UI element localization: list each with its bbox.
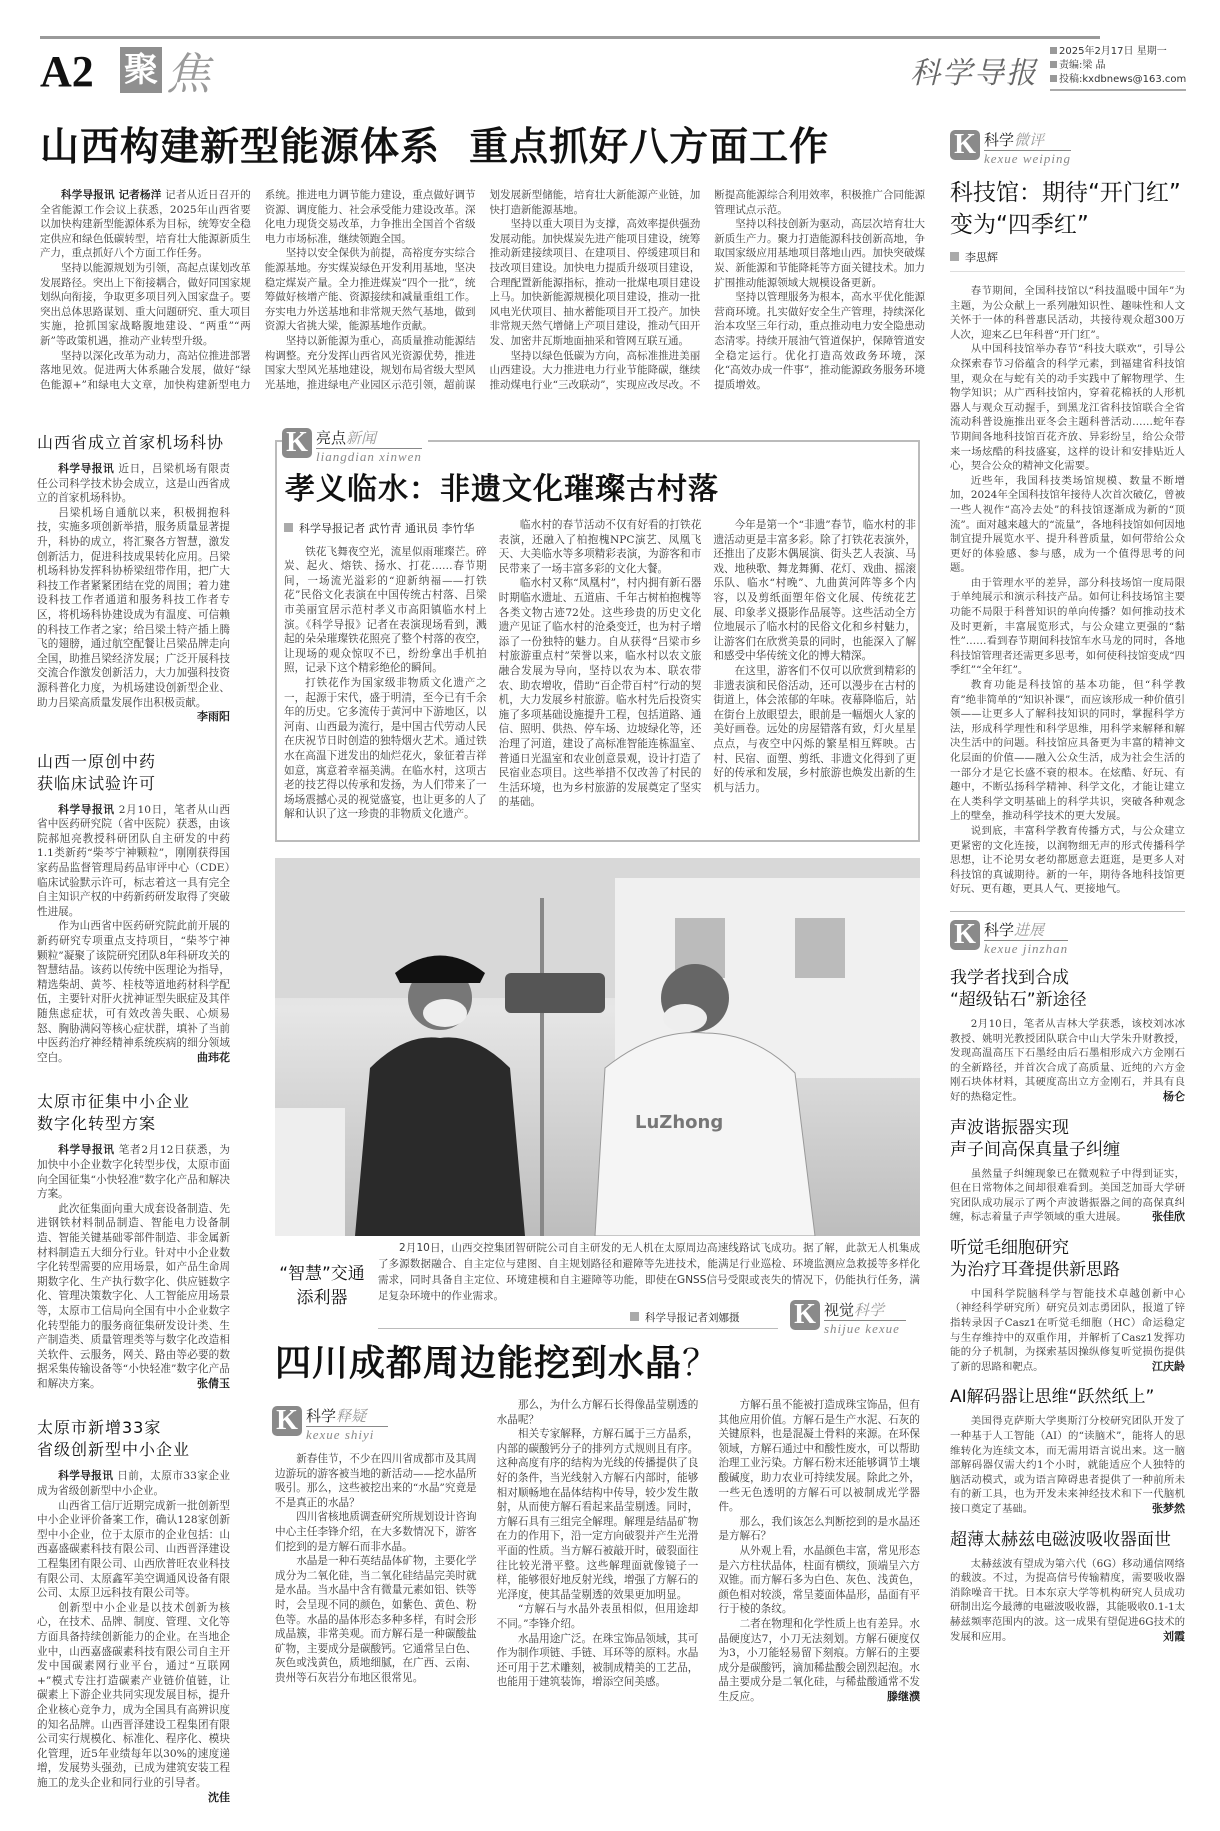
paragraph xyxy=(490,217,701,348)
paragraph xyxy=(37,506,230,725)
photo-credit: 科学导报记者刘娜摄 xyxy=(630,1310,740,1325)
paragraph-text: 2月10日，笔者从吉林大学获悉，该校刘冰冰教授、姚明光教授团队联合中山大学朱升财教授，发现高温高压下石墨经由后石墨相形成六方金刚石的全新路径，并首次合成了高质量、近纯的六方金刚石块体材料，其硬度高出立方金刚石，并具有良好的热稳定性。 xyxy=(950,1017,1185,1103)
badge-label-a: 亮点 xyxy=(316,429,347,447)
paragraph-text: 临水村的春节活动不仅有好看的打铁花表演，还融入了柏抱槐NPC演艺、凤凰飞天、大美临水等多项精彩表演，为游客和市民带来了一场丰富多彩的文化大餐。 xyxy=(498,519,702,575)
paragraph-text: 太赫兹波有望成为第六代（6G）移动通信网络的载波。不过，为提高信号传输精度，需要吸收器消除噪音干扰。日本东京大学等机构研究人员成功研制出迄今最薄的电磁波吸收器，其能吸收0.1-1太赫兹频率范围内的波。这一成果有望促进6G技术的发展和应用。 xyxy=(950,1557,1185,1643)
paragraph xyxy=(499,576,702,810)
crystal-headline-text: 四川成都周边能挖到水晶 xyxy=(275,1343,683,1384)
badge-pinyin: shijue kexue xyxy=(824,1321,900,1336)
progress-brief-body xyxy=(950,1414,1185,1516)
paragraph xyxy=(37,1499,230,1601)
photo-window xyxy=(795,918,845,978)
issue-editor: 责编:梁 晶 xyxy=(1050,59,1186,73)
article-author: 张佳欣 xyxy=(1152,1210,1185,1224)
progress-briefs xyxy=(950,967,1185,1644)
photo-title: “智慧”交通 添利器 xyxy=(279,1264,365,1308)
article-author: 曲玮花 xyxy=(197,1050,230,1064)
paragraph xyxy=(497,1398,699,1427)
k-logo-icon: K xyxy=(950,130,980,160)
paragraph-text: 水晶用途广泛。在珠宝饰品领域，其可作为制作项链、手链、耳环等的原料。水晶还可用于艺术雕刻，被制成精美的工艺品，也能用于建筑装饰，增添空间美感。 xyxy=(496,1632,699,1689)
article-author: 李雨阳 xyxy=(197,710,230,724)
feature-body xyxy=(284,518,916,838)
paragraph-text: 坚持以新能源为重心，高质量推动能源结构调整。充分发挥山西省风光资源优势，推进国家大型风光基地建设，规划布局省级大型风光基地，推进绿电产业园区示范引领，超前谋划发展新型储能，培育壮大新能源产业链，加快打造新能源基地。 xyxy=(264,189,701,391)
paragraph-text: 水晶是一种石英结晶体矿物，主要化学成分为二氧化硅，当二氧化硅结晶完美时就是水晶。当水晶中含有微量元素如铝、铁等时，会呈现不同的颜色，如紫色、黄色、粉色等。水晶的晶体形态多种多样，有时会形成晶簇，非常美观。而方解石是一种碳酸盐矿物，主要成分是碳酸钙。它通常呈白色、灰色或浅黄色，质地细腻，在广西、云南、贵州等石灰岩分布地区很常见。 xyxy=(275,1555,477,1684)
brief-article xyxy=(37,1417,230,1805)
badge-label-b: 微评 xyxy=(1014,131,1045,149)
article-author: 张倩玉 xyxy=(197,1376,230,1390)
paragraph-text: 今年是第一个“非遗”春节，临水村的非遗活动更是丰富多彩。除了打铁花表演外，还推出了皮影木偶展演、街头艺人表演、马戏、地秧歌、舞龙舞狮、花灯、戏曲、摇滚乐队、临水“村晚”、九曲黄河阵等多个内容，以及剪纸面塑年俗文化展、传统花艺展、印象孝义摄影作品展等。这些活动全方位地展示了临水村的民俗文化和乡村魅力，让游客们在欣赏美景的同时，也能深入了解和感受中华传统文化的博大精深。 xyxy=(713,519,916,663)
photo-worker-mask xyxy=(663,1004,707,1032)
paragraph-text: 中国科学院脑科学与智能技术卓越创新中心（神经科学研究所）研究员刘志勇团队，报道了锌指转录因子Casz1在听觉毛细胞（HC）命运稳定与生存维持中的双重作用，并解析了Casz1发挥功能的分子机制，为探索基因操纵修复听觉损伤提供了新的思路和靶点。 xyxy=(950,1287,1185,1373)
badge-label-b: 释疑 xyxy=(336,1407,367,1425)
badge-label xyxy=(984,920,1068,941)
paragraph xyxy=(950,1017,1185,1105)
paragraph-text: 相关专家解释，方解石属于三方晶系，内部的碳酸钙分子的排列方式规则且有序。这种高度有序的结构为光线的传播提供了良好的条件，当光线射入方解石内部时，能够相对顺畅地在晶体结构中传导，较少发生散射，从而使方解石看起来晶莹剔透。同时，方解石具有三组完全解理。解理是结晶矿物在力的作用下，沿一定方向破裂并产生光滑平面的性质。当方解石被敲开时，破裂面往往比较光滑平整。这些解理面就像镜子一样，能够很好地反射光线，增强了方解石的光泽度，使其晶莹剔透的效果更加明显。 xyxy=(496,1428,699,1601)
badge-pinyin: kexue shiyi xyxy=(306,1427,375,1442)
badge-label-a: 科学 xyxy=(984,920,1015,939)
page-number: A2 xyxy=(40,47,94,96)
paragraph xyxy=(497,1427,699,1602)
photo-drone xyxy=(505,973,605,1013)
paragraph xyxy=(713,664,916,795)
paragraph-text: 近日，吕梁机场有限责任公司科学技术协会成立，这是山西省成立的首家机场科协。 xyxy=(37,463,231,505)
badge-label-a: 科学 xyxy=(984,131,1015,149)
article-author: 江庆龄 xyxy=(1152,1359,1185,1373)
brief-headline: 太原市新增33家 省级创新型中小企业 xyxy=(37,1418,191,1460)
paragraph-text: 山西省工信厅近期完成新一批创新型中小企业评价备案工作，确认128家创新型中小企业，位于太原市的企业包括：山西嘉盛碳素科技有限公司、山西晋泽建设工程集团有限公司、山西欣普旺农业科技有限公司、太原鑫军美空调通风设备有限公司、太原卫远科技有限公司等。 xyxy=(37,1499,230,1600)
brief-headline: 太原市征集中小企业 数字化转型方案 xyxy=(37,1092,191,1134)
masthead-logo: 科学导报 xyxy=(910,56,1038,91)
section-badge-jinzhan xyxy=(950,920,1185,957)
brief-body xyxy=(37,1469,230,1805)
progress-brief xyxy=(950,1237,1185,1375)
right-column xyxy=(950,130,1185,1644)
photo-mask xyxy=(423,999,467,1027)
paragraph-text: 打铁花作为国家级非物质文化遗产之一，起源于宋代，盛于明清，至今已有千余年的历史。它多流传于黄河中下游地区，以河南、山西最为流行，是中国古代劳动人民在庆祝节日时创造的独特烟火艺术。通过铁水在高温下迸发出的灿烂花火，象征着吉祥如意，寓意着幸福美满。在临水村，这项古老的技艺得以传承和发扬，为人们带来了一场场震撼心灵的视觉盛宴，也让更多的人了解和认识了这一珍贵的非物质文化遗产。 xyxy=(284,676,487,821)
brief-body xyxy=(37,1143,230,1391)
paragraph xyxy=(37,462,230,506)
paragraph-text: 坚持以管理服务为根本，高水平优化能源营商环境。扎实做好安全生产管理，持续深化治本攻坚三年行动，重点推动电力安全隐患动态清零。持续开展油气管道保护，保障管道安全稳定运行。优化打造高效政务环境，深化“高效办成一件事”，推动能源政务服务环境提质增效。 xyxy=(714,291,925,391)
brief-article xyxy=(37,1091,230,1391)
paragraph-text: 四川省核地质调查研究所规划设计咨询中心主任李锋介绍，在大多数情况下，游客们挖到的是方解石而非水晶。 xyxy=(275,1511,477,1553)
badge-spacer xyxy=(275,1398,477,1452)
photo-caption-text: 2月10日，山西交控集团智研院公司自主研发的无人机在太原周边高速线路试飞成功。据了解，此款无人机集成了多源数据融合、自主定位与建图、自主规划路径和避障等先进技术，能满足行业巡检、环境监测应急救援等多样化需求，同时具备自主定位、环境建模和自主避障等功能，即使在GNSS信号受限或丧失的情况下，仍能执行任务，满足复杂环境中的作业需求。 xyxy=(378,1242,920,1302)
progress-brief-headline: 我学者找到合成 “超级钻石”新途径 xyxy=(950,967,1087,1010)
section-divider xyxy=(950,911,1185,912)
badge-label-a: 视觉 xyxy=(824,1301,855,1319)
crystal-body xyxy=(275,1398,920,1720)
paragraph xyxy=(950,1167,1185,1225)
paragraph-text: 新春佳节，不少在四川省成都市及其周边游玩的游客被当地的新活动——挖水晶所吸引。那么，这些被挖出来的“水晶”究竟是不是真正的水晶？ xyxy=(275,1453,477,1509)
paragraph-text: 坚持以重大项目为支撑，高效率提供强劲发展动能。加快煤炭先进产能项目建设，统筹推动新建接续项目、在建项目、停缓建项目和技改项目建设。加快电力提质升级项目建设，合理配置新能源指标，推动一批煤电项目建设上马。加快新能源规模化项目建设，推动一批风电光伏项目、抽水蓄能项目开工投产。加快非常规天然气增储上产项目建设，推动气田开发、加密井瓦斯地面抽采和管网互联互通。 xyxy=(489,218,701,347)
badge-label xyxy=(984,130,1071,151)
paragraph xyxy=(718,1515,920,1544)
progress-brief xyxy=(950,1529,1185,1645)
paragraph xyxy=(718,1617,920,1705)
paragraph-text: 临水村又称“凤凰村”，村内拥有新石器时期临水遗址、五道庙、千年古树柏抱槐等各类文物古迹72处。这些珍贵的历史文化遗产见证了临水村的沧桑变迁，也为村子增添了一份独特的魅力。自从获得“吕梁市乡村旅游重点村”荣誉以来，临水村以农文旅融合发展为导向，坚持以农为本、联农带农、助农增收，借助“百企带百村”行动的契机，大力发展乡村旅游。临水村先后投资实施了多项基础设施提升工程，包括道路、通信、照明、供热、停车场、边坡绿化等，还治理了河道，建设了高标准智能连栋温室、普通日光温室和农业创意景观，设计打造了民宿业态项目。这些举措不仅改善了村民的生活环境，也为乡村旅游的发展奠定了坚实的基础。 xyxy=(498,577,702,809)
section-title xyxy=(120,40,210,100)
paragraph-text: 记者从近日召开的全省能源工作会议上获悉，2025年山西省要以加快构建新型能源体系为目标，统筹安全稳定供应和绿色低碳转型，培育壮大能源新质生产力，重点抓好八个方面工作任务。 xyxy=(40,189,251,260)
progress-brief-headline: 听觉毛细胞研究 为治疗耳聋提供新思路 xyxy=(950,1237,1120,1280)
paragraph xyxy=(950,576,1185,678)
dateline: 科学导报讯 记者杨洋 xyxy=(61,189,162,201)
photo-officer xyxy=(355,1037,525,1236)
paragraph xyxy=(275,1554,477,1685)
paragraph xyxy=(950,1557,1185,1645)
paragraph-text: 从中国科技馆举办春节“科技大联欢”，引导公众探索春节习俗蕴含的科学元素，到福建省科技馆里，观众在与蛇有关的动手实践中了解物理学、生物学知识；从广西科技馆内，穿着花棉袄的人形机器人与观众互动握手，到黑龙江省科技馆联合全省流动科普设施推出亚冬会主题科普活动……蛇年春节期间各地科技馆百花齐放、异彩纷呈，给公众带来一场炫酷的科技盛宴，这样的设计和安排贴近人心，契合公众的精神文化需要。 xyxy=(950,343,1185,473)
progress-brief-headline: AI解码器让思维“跃然纸上” xyxy=(950,1387,1155,1408)
progress-brief-body xyxy=(950,1017,1185,1105)
paragraph-text: 坚持以绿色低碳为方向，高标准推进美丽山西建设。大力推进电力行业节能降碳，继续推动煤电行业“三改联动”，实现应改尽改。不断提高能源综合利用效率，积极推广合同能源管理试点示范。 xyxy=(489,189,925,391)
photo-worker-vest xyxy=(595,1032,815,1236)
paragraph xyxy=(950,474,1185,576)
dateline: 科学导报讯 xyxy=(58,1470,114,1483)
paragraph xyxy=(950,284,1185,342)
paragraph xyxy=(284,545,487,676)
article-author: 沈佳 xyxy=(208,1790,230,1804)
caption-rule xyxy=(378,1328,778,1329)
commentary-author: 李思辉 xyxy=(950,249,1185,272)
dateline: 科学导报讯 xyxy=(58,463,115,475)
paragraph xyxy=(37,1202,230,1392)
paragraph-text: 2月10日，笔者从山西省中医药研究院（省中医院）获悉，由该院郝旭亮教授科研团队自主研发的中药1.1类新药“柴芩宁神颗粒”，刚刚获得国家药品监督管理局药品审评中心（CDE）临床试验默示许可，标志着这一具有完全自主知识产权的中药新药研发取得了突破性进展。 xyxy=(37,803,230,918)
paragraph xyxy=(950,342,1185,473)
section-title-b: 焦 xyxy=(166,49,210,100)
paragraph-text: 坚持以安全保供为前提，高裕度夯实综合能源基地。夯实煤炭绿色开发利用基地，坚决稳定煤炭产量。全力推进煤炭“四个一批”，统筹做好核增产能、资源接续和减量重组工作。夯实电力外送基地和非常规天然气基地，做到资源大省挑大梁，能源基地作贡献。 xyxy=(264,247,476,333)
section-badge-weiping xyxy=(950,130,1185,167)
vest-logo: LuZhong xyxy=(635,1112,724,1133)
crystal-headline xyxy=(275,1340,719,1388)
section-title-a: 聚 xyxy=(120,47,162,93)
paragraph-text: 方解石虽不能被打造成珠宝饰品，但有其他应用价值。方解石是生产水泥、石灰的关键原料，也是混凝土骨料的来源。在环保领域，方解石通过中和酸性废水，可以帮助治理工业污染。方解石粉末还能够调节土壤酸碱度，助力农业可持续发展。除此之外，一些无色透明的方解石可以被制成光学器件。 xyxy=(718,1399,920,1514)
article-author: 张梦然 xyxy=(1152,1502,1185,1515)
badge-label xyxy=(316,428,422,449)
progress-brief-headline: 声波谐振器实现 声子间高保真量子纠缠 xyxy=(950,1117,1120,1160)
paragraph-text: 创新型中小企业是以技术创新为核心，在技术、品牌、制度、管理、文化等方面具备持续创新能力的企业。在当地企业中，山西嘉盛碳素科技有限公司自主开发中国碳素网行业平台，通过“互联网+”模式专注打造碳素产业链价值链，让碳素上下游企业共同实现发展目标，提升企业核心竞争力，成为全国具有高辨识度的知名品牌。山西晋泽建设工程集团有限公司实行规模化、标准化、程序化、模块化管理，近5年业绩每年以30%的速度递增，发展势头强劲，已成为建筑安装工程施工的龙头企业和同行业的引导者。 xyxy=(37,1601,230,1789)
progress-brief xyxy=(950,1117,1185,1225)
progress-brief-body xyxy=(950,1557,1185,1645)
paragraph-text: 日前，太原市33家企业成为省级创新型中小企业。 xyxy=(37,1470,230,1498)
paragraph xyxy=(950,1414,1185,1516)
paragraph xyxy=(714,217,925,290)
k-logo-icon: K xyxy=(272,1406,302,1436)
feature-byline: 科学导报记者 武竹青 通讯员 李竹华 xyxy=(284,522,487,537)
badge-label-b: 进展 xyxy=(1014,920,1045,939)
progress-brief-headline: 超薄太赫兹电磁波吸收器面世 xyxy=(950,1529,1171,1550)
paragraph-text: 二者在物理和化学性质上也有差异。水晶硬度达7，小刀无法刻划。方解石硬度仅为3，小刀能轻易留下刻痕。方解石的主要成分是碳酸钙，滴加稀盐酸会剧烈起泡。水晶主要成分是二氧化硅，与稀盐酸通常不发生反应。 xyxy=(718,1617,920,1703)
badge-label-b: 新闻 xyxy=(346,429,377,447)
paragraph-text: 说到底，丰富科学教育传播方式，与公众建立更紧密的文化连接，以润物细无声的形式传播科学思想，让不论男女老幼都愿意去逛逛，是更多人对科技馆的真诚期待。新的一年，期待各地科技馆更好玩、更有趣，更具人气、更接地气。 xyxy=(950,824,1185,896)
paragraph-text: 坚持以能源规划为引领，高起点谋划改革发展路径。突出上下衔接耦合，做好同国家规划纵向衔接，争取更多项目列入国家盘子。要突出总体思路谋划、重大问题研究、重大项目实施，抢抓国家战略腹地建设、“两重”“两新”等政策机遇，推动产业转型升级。 xyxy=(40,261,251,347)
feature-headline: 孝义临水：非遗文化璀璨古村落 xyxy=(285,472,719,507)
feature-paragraphs xyxy=(284,518,916,822)
paragraph-text: 近些年，我国科技类场馆规模、数量不断增加，2024年全国科技馆年接待人次首次破亿，曾被一些人视作“高冷去处”的科技馆逐渐成为新的“顶流”。面对越来越大的“流量”，各地科技馆如何因地制宜提升展览水平、提升科普质量，如何带给公众更好的体验感、参与感，成为一个值得思考的问题。 xyxy=(950,474,1185,575)
section-badge-shijue xyxy=(790,1300,906,1337)
paragraph-text: 吕梁机场自通航以来，积极拥抱科技，实施多项创新举措，服务质量显著提升，科协的成立，将汇聚各方智慧，激发创新活力，促进科技成果转化应用。吕梁机场科协发挥科协桥梁纽带作用，把广大科技工作者紧紧团结在党的周围；着力建设科技工作者通道和服务科技工作者专区，将机场科协建设成为有温度、可信赖的科技工作者之家；给吕梁土特产插上腾飞的翅膀，通过航空配餐让吕梁品牌走向全国，助推吕梁经济发展；广泛开展科技交流合作激发创新活力，大力加强科技资源科普化力度，为机场建设创新型企业、助力吕梁高质量发展作出积极贡献。 xyxy=(37,506,230,709)
paragraph xyxy=(718,1544,920,1617)
paragraph xyxy=(37,1601,230,1805)
brief-headline: 山西省成立首家机场科协 xyxy=(37,433,225,452)
photo-illustration xyxy=(275,858,920,1236)
news-photo-drone-test xyxy=(275,858,920,1236)
paragraph-text: 坚持以科技创新为驱动，高层次培育壮大新质生产力。聚力打造能源科技创新高地，争取国家级应用基地项目落地山西。加快突破煤炭、新能源和节能降耗等方面关键技术。加力扩围推动能源领域大规模设备更新。 xyxy=(714,218,925,289)
paragraph-text: 在这里，游客们不仅可以欣赏到精彩的非遗表演和民俗活动，还可以漫步在古村的街道上，体会浓郁的年味。夜幕降临后，站在街台上放眼望去，眼前是一幅烟火人家的美好画卷。远处的房屋错落有致，灯火星星点点，与夜空中闪烁的繁星相互辉映。古村、民宿、面塑、剪纸、非遗文化得到了更好的传承和发展，乡村旅游也焕发出新的生机与活力。 xyxy=(713,664,916,794)
paragraph xyxy=(275,1452,477,1510)
brief-body xyxy=(37,803,230,1066)
progress-brief-body xyxy=(950,1287,1185,1375)
photo-caption xyxy=(378,1240,920,1304)
k-logo-icon: K xyxy=(282,428,312,458)
brief-article xyxy=(37,432,230,725)
k-logo-icon: K xyxy=(790,1300,820,1330)
paragraph-text: 那么，为什么方解石长得像晶莹剔透的水晶呢？ xyxy=(496,1399,699,1426)
progress-brief xyxy=(950,1386,1185,1516)
k-logo-icon: K xyxy=(950,920,980,950)
dateline: 科学导报讯 xyxy=(58,1144,115,1157)
issue-email: 投稿:kxdbnews@163.com xyxy=(1050,73,1186,87)
photo-barrier xyxy=(275,1108,345,1236)
photo-pole xyxy=(540,898,544,1236)
commentary-headline: 科技馆：期待“开门红” 变为“四季红” xyxy=(950,180,1181,238)
issue-date: 2025年2月17日 星期一 xyxy=(1050,45,1186,59)
paragraph xyxy=(40,188,251,261)
badge-label xyxy=(824,1300,906,1321)
paragraph-text: 笔者2月12日获悉，为加快中小企业数字化转型步伐，太原市面向全国征集“小快轻准”数字化产品和解决方案。 xyxy=(37,1144,230,1201)
paragraph xyxy=(37,803,230,920)
dateline: 科学导报讯 xyxy=(58,803,115,816)
badge-label-a: 科学 xyxy=(306,1407,337,1425)
brief-body xyxy=(37,462,230,725)
paragraph xyxy=(275,1510,477,1554)
paragraph-text: “方解石与水晶外表虽相似，但用途却不同。”李锋介绍。 xyxy=(496,1603,699,1630)
article-author: 杨仑 xyxy=(1163,1089,1185,1103)
paragraph-text: 那么，我们该怎么判断挖到的是水晶还是方解石？ xyxy=(718,1515,920,1543)
brief-article xyxy=(37,751,230,1066)
paragraph xyxy=(37,919,230,1065)
lead-headline: 山西构建新型能源体系 重点抓好八方面工作 xyxy=(40,125,830,170)
paragraph xyxy=(37,1143,230,1201)
progress-brief xyxy=(950,967,1185,1105)
section-badge-liangdian xyxy=(282,428,428,465)
issue-info xyxy=(1050,45,1186,91)
paragraph-text: 虽然量子纠缠现象已在微观粒子中得到证实，但在日常物体之间却很难看到。美国芝加哥大学研究团队成功展示了两个声波谐振器之间的高保真纠缠，标志着量子声学领域的重大进展。 xyxy=(950,1167,1185,1224)
paragraph xyxy=(950,824,1185,897)
badge-label-b: 科学 xyxy=(854,1301,885,1319)
paragraph-text: 从外观上看，水晶颜色丰富，常见形态是六方柱状晶体，柱面有横纹，顶端呈六方双锥。而方解石多为白色、灰色、浅黄色，颜色相对较淡，常呈菱面体晶形，晶面有平行于棱的条纹。 xyxy=(718,1544,920,1616)
article-author: 刘霞 xyxy=(1163,1629,1185,1643)
paragraph xyxy=(37,1469,230,1498)
brief-headline: 山西一原创中药 获临床试验许可 xyxy=(37,751,157,793)
paragraph-text: 美国得克萨斯大学奥斯汀分校研究团队开发了一种基于人工智能（AI）的“读脑术”，能将人的思维转化为连续文本，而无需用语言说出来。这一脑部解码器仅需大约1个小时，就能适应个人独特的脑活动模式，或为语言障碍患者提供了一种前所未有的新工具，也为开发未来神经技术和下一代脑机接口奠定了基础。 xyxy=(950,1415,1185,1515)
paragraph xyxy=(265,246,476,334)
paragraph-text: 教育功能是科技馆的基本功能，但“科学教育”绝非简单的“知识补课”，而应该形成一种价值引领——让更多人了解科技知识的同时，掌握科学方法，形成科学理性和科学思维，用科学来解释和解决生活中的问题。科技馆应具备更为丰富的精神文化层面的价值——融入公众生活，成为社会生活的一部分才是它长盛不衰的根本。在炫酷、好玩、有趣中，不断弘扬科学精神、科学文化，才能让建立在人类科学文明基础上的科学共识，突破各种观念上的壁垒，推动科学技术的更大发展。 xyxy=(950,679,1185,823)
badge-pinyin: liangdian xinwen xyxy=(316,449,422,464)
badge-pinyin: kexue jinzhan xyxy=(984,940,1069,956)
paragraph xyxy=(713,518,916,664)
paragraph xyxy=(714,290,925,392)
paragraph xyxy=(497,1632,699,1690)
progress-brief-body xyxy=(950,1167,1185,1225)
paragraph-text: 由于管理水平的差异，部分科技场馆一度局限于单纯展示和演示科技产品。如何让科技场馆主要功能不局限于科普知识的单向传播？如何推动技术及时更新，丰富展览形式，与公众建立更强的“黏性”……看到春节期间科技馆车水马龙的同时，各地科技馆管理者还需更多思考，如何使科技馆变成“四季红”“全年红”。 xyxy=(950,576,1185,677)
paragraph xyxy=(40,261,251,349)
paragraph xyxy=(950,678,1185,824)
paragraph-text: 此次征集面向重大成套设备制造、先进钢铁材料制品制造、智能电力设备制造、智能关键基础零部件制造、非金属新材料制造五大细分行业。针对中小企业数字化转型需要的应用场景，如产品生命周期数字化、生产执行数字化、供应链数字化、管理决策数字化、人工智能应用场景等，太原市工信局向全国有中小企业数字化转型能力的服务商征集研发设计类、生产制造类、质量管理类等与数字化改造相关软件、云服务，网关、路由等必要的数据采集传输设备等“小快轻准”数字化产品和解决方案。 xyxy=(37,1202,230,1390)
paragraph xyxy=(950,1287,1185,1375)
lead-article-body xyxy=(40,188,925,420)
paragraph-text: 坚持以深化改革为动力，高站位推进部署落地见效。促进两大体系融合发展，做好“绿色能源+”和绿电大文章，加快构建新型电力系统。推进电力调节能力建设，重点做好调节资源、调度能力、社会承受能力建设改革。深化电力现货交易改革，力争推出全国首个省级电力市场标准，继续领跑全国。 xyxy=(40,189,476,391)
article-author: 滕继濮 xyxy=(886,1689,920,1703)
paragraph xyxy=(718,1398,920,1515)
paragraph-text: 铁花飞舞夜空光，流星似雨璀璨芒。碎炭、起火、熔铁、扬水、打花……春节期间，一场流光溢彩的“迎新纳福——打铁花”民俗文化表演在中国传统古村落、吕梁市美丽宜居示范村孝义市高阳镇临水村上演。《科学导报》记者在表演现场看到，溅起的朵朵璀璨铁花照亮了整个村落的夜空，让现场的观众惊叹不已，纷纷拿出手机拍照，记录下这个精彩绝伦的瞬间。 xyxy=(284,545,487,675)
paragraph xyxy=(284,676,487,822)
commentary-body xyxy=(950,284,1185,897)
left-brief-column xyxy=(37,432,230,1831)
paragraph-text: 作为山西省中医药研究院此前开展的新药研究专项重点支持项目，“柴芩宁神颗粒”凝聚了该院研究团队8年科研攻关的智慧结晶。该药以传统中医理论为指导，精选柴胡、黄芩、桂枝等道地药材科学配伍，主要针对肝火扰神证型失眠症及其伴随焦虑症状，可有效改善失眠、心烦易怒、胸胁满闷等核心症状群，填补了当前中医药治疗神经精神系统疾病的细分领域空白。 xyxy=(37,920,230,1064)
paragraph xyxy=(499,518,702,576)
crystal-headline-mark: ？ xyxy=(682,1343,720,1384)
paragraph xyxy=(497,1602,699,1631)
badge-pinyin: kexue weiping xyxy=(984,151,1071,166)
paragraph-text: 春节期间，全国科技馆以“科技温暖中国年”为主题，为公众献上一系列融知识性、趣味性和人文关怀于一体的科普惠民活动，共接待观众超300万人次，迎来乙巳年科普“开门红”。 xyxy=(950,285,1185,341)
